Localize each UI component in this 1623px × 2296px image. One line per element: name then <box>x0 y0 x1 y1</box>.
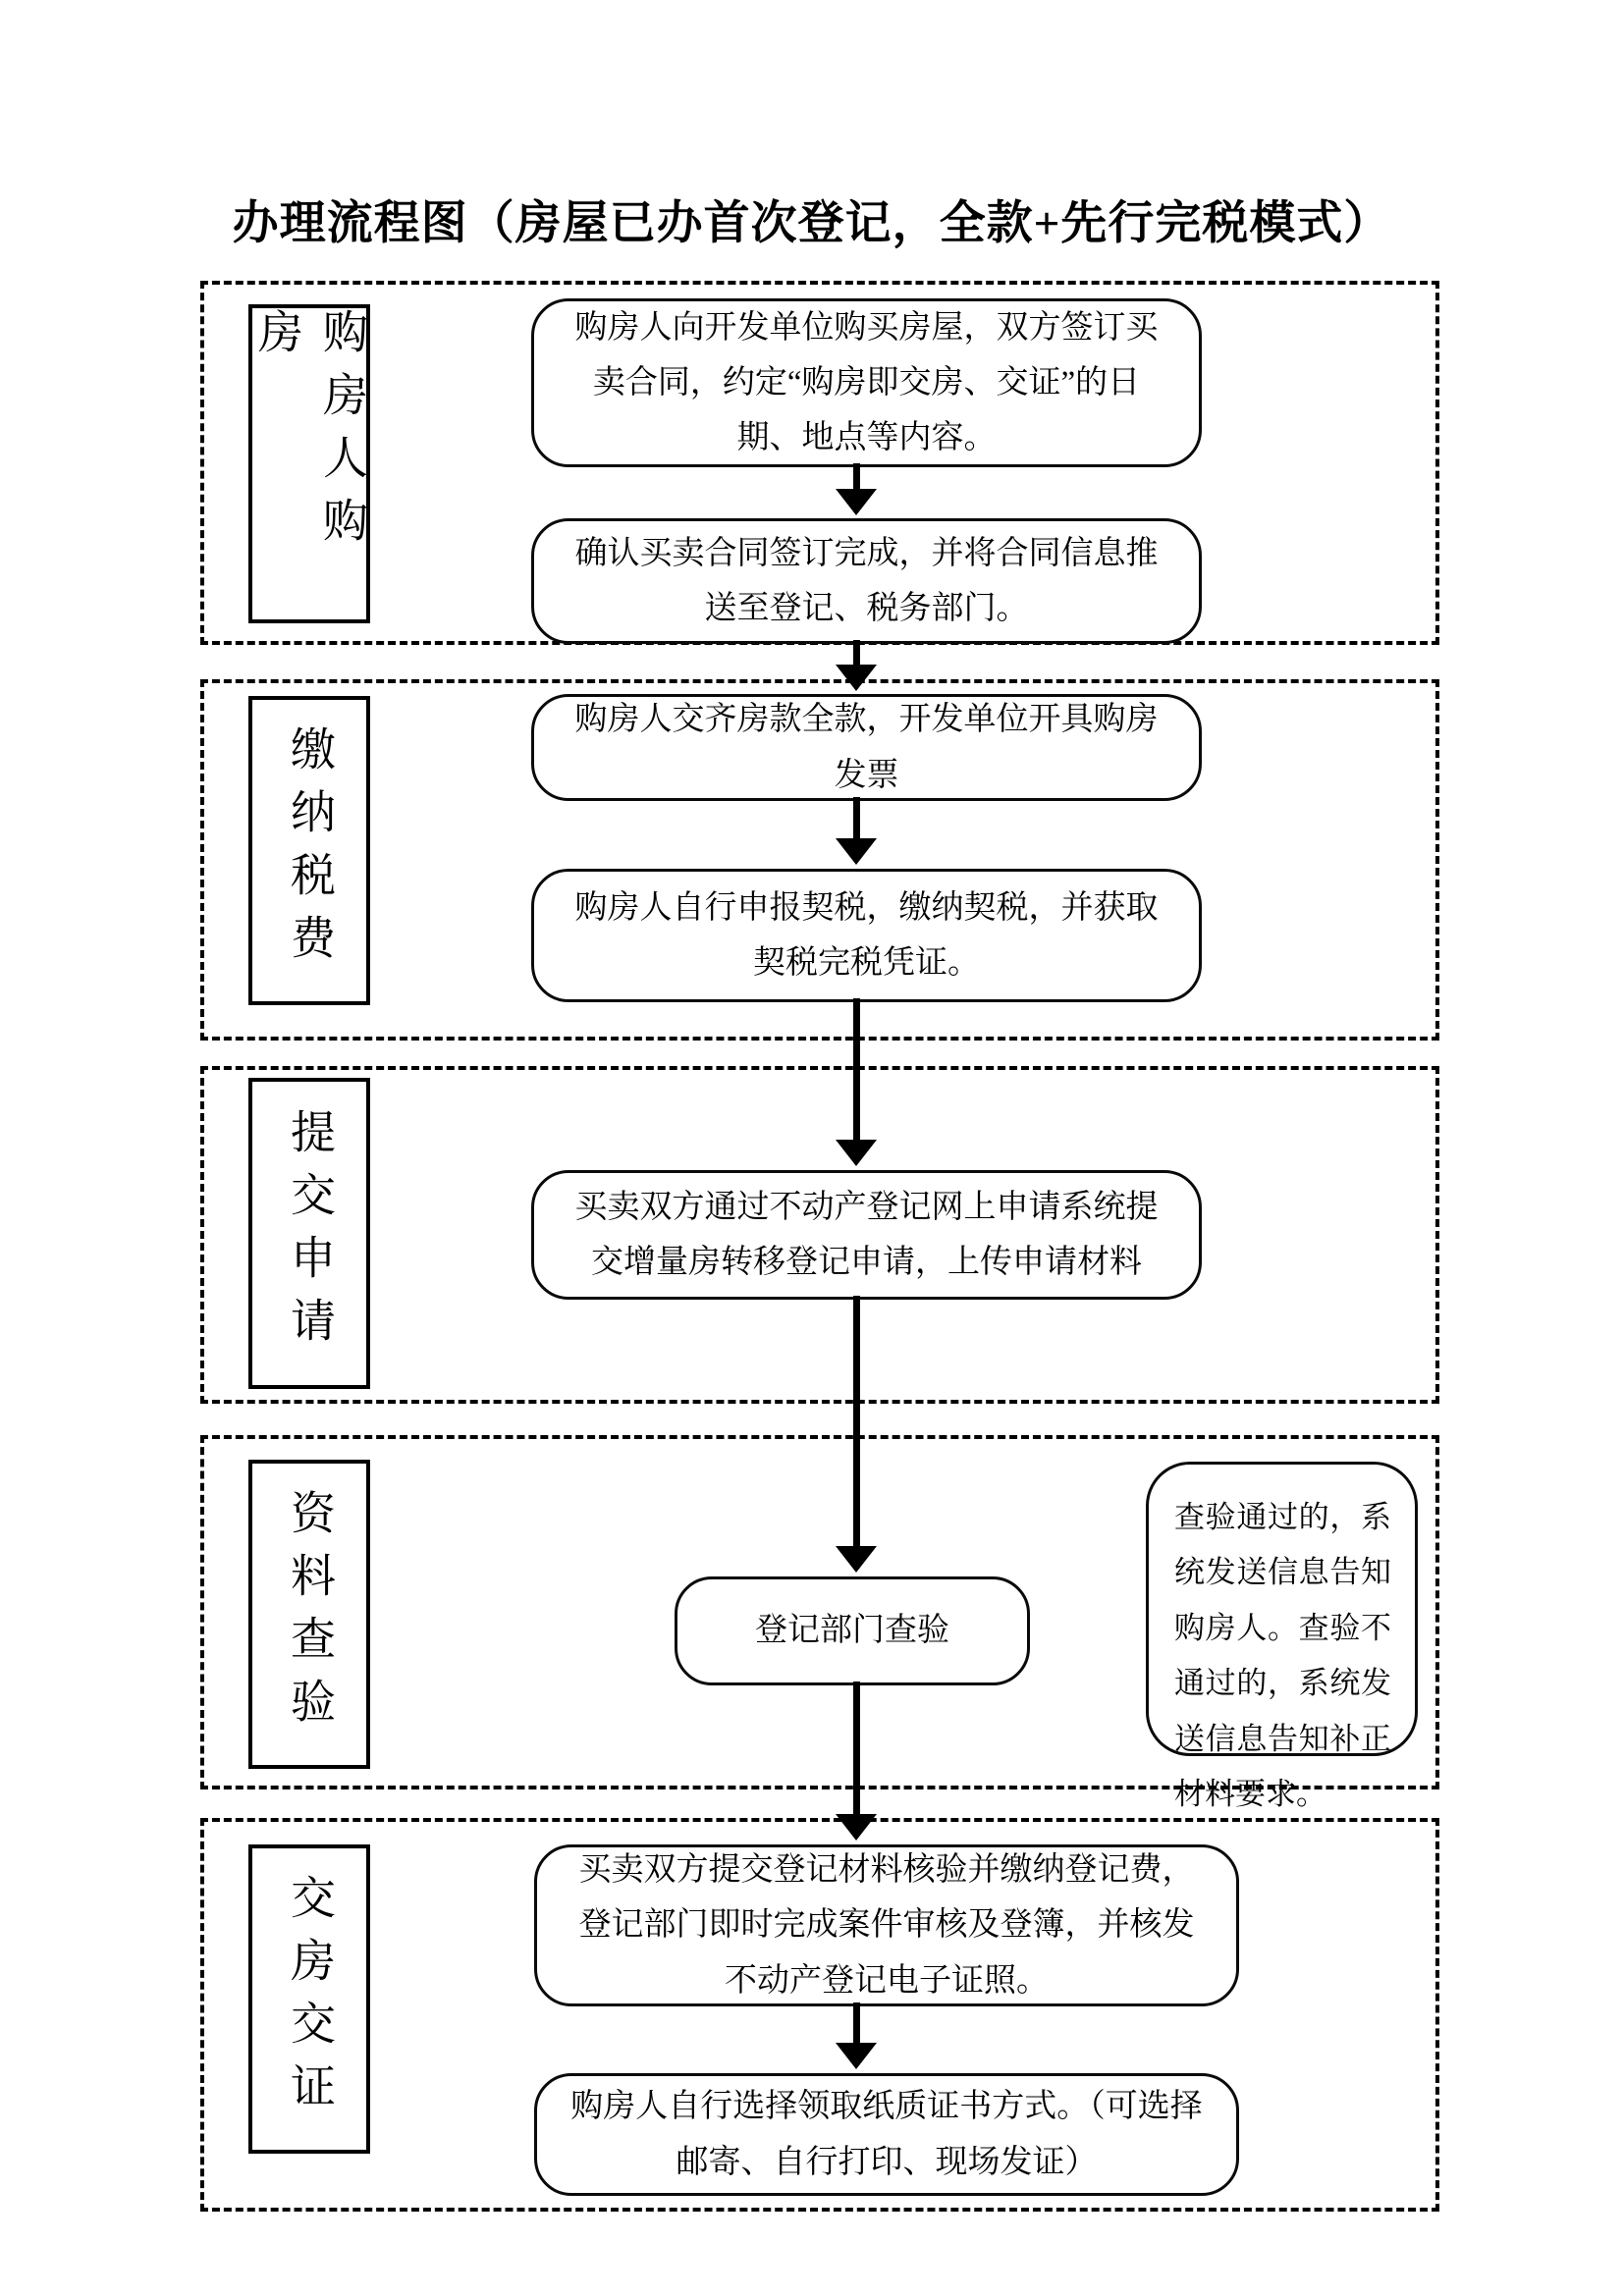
stage-label-pay-taxes: 缴纳税费 <box>248 696 370 1005</box>
section-delivery-certification <box>200 1818 1439 2212</box>
flow-arrow <box>835 1682 878 1841</box>
step-text: 确认买卖合同签订完成，并将合同信息推送至登记、税务部门。 <box>574 535 1159 626</box>
step-pay-full-price-invoice <box>531 694 1202 801</box>
section-material-review <box>200 1435 1439 1812</box>
flow-arrow <box>835 640 878 691</box>
page-title: 办理流程图（房屋已办首次登记，全款+先行完税模式） <box>232 198 1391 249</box>
section-buyer-purchase <box>200 281 1439 645</box>
section-pay-taxes <box>200 679 1439 1041</box>
step-confirm-contract-push-info <box>531 518 1202 644</box>
step-registry-inspection <box>675 1576 1030 1685</box>
flow-arrow <box>835 463 878 515</box>
step-text: 登记部门查验 <box>755 1613 949 1649</box>
section-submit-application <box>200 1066 1439 1404</box>
step-text: 购房人向开发单位购买房屋，双方签订买卖合同，约定“购房即交房、交证”的日期、地点等内容。 <box>574 309 1159 456</box>
step-text: 购房人自行申报契税，缴纳契税，并获取契税完税凭证。 <box>574 889 1159 981</box>
step-text: 买卖双方提交登记材料核验并缴纳登记费，登记部门即时完成案件审核及登簿，并核发不动产登记电子证照。 <box>578 1852 1195 1999</box>
step-verify-pay-fee-register <box>534 1844 1239 2006</box>
flow-arrow <box>835 797 878 865</box>
stage-label-delivery-certification: 交房交证 <box>248 1844 370 2154</box>
flow-arrow <box>835 2002 878 2069</box>
step-declare-deed-tax <box>531 869 1202 1002</box>
flow-arrow <box>835 1296 878 1573</box>
step-text: 购房人自行选择领取纸质证书方式。（可选择邮寄、自行打印、现场发证） <box>570 2089 1203 2180</box>
stage-label-submit-application: 提交申请 <box>248 1078 370 1389</box>
flow-arrow <box>835 998 878 1166</box>
stage-label-material-review: 资料查验 <box>248 1460 370 1769</box>
step-text: 购房人交齐房款全款，开发单位开具购房发票 <box>574 702 1159 793</box>
note-inspection-result: 查验通过的，系统发送信息告知购房人。查验不通过的，系统发送信息告知补正材料要求。 <box>1146 1462 1418 1756</box>
step-text: 买卖双方通过不动产登记网上申请系统提交增量房转移登记申请，上传申请材料 <box>574 1189 1159 1280</box>
step-online-transfer-application <box>531 1170 1202 1300</box>
step-sign-contract <box>531 298 1202 467</box>
step-choose-paper-certificate <box>534 2073 1239 2196</box>
stage-label-buyer-purchase: 购房人购房 <box>248 304 370 623</box>
